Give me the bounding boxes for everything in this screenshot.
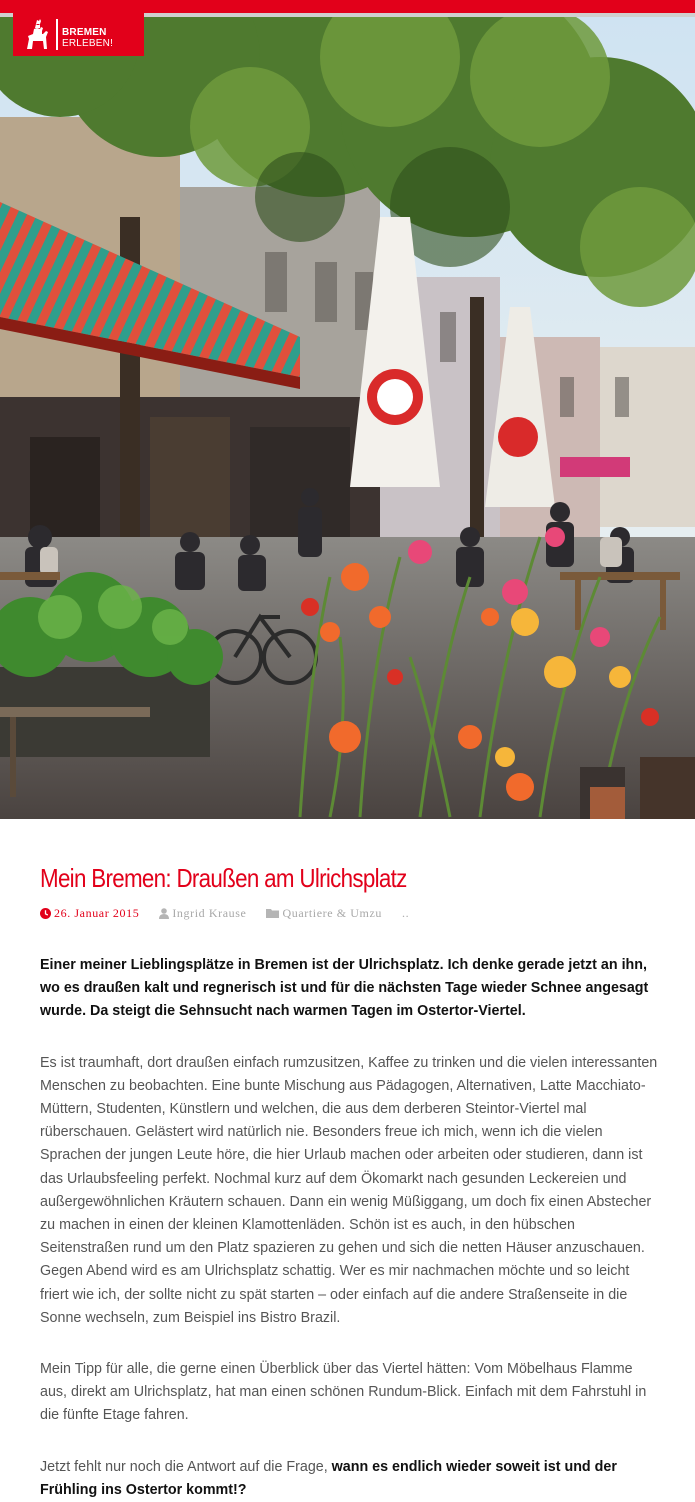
- clock-icon: [40, 908, 51, 919]
- brand-line-1: BREMEN: [62, 27, 107, 38]
- article-lead: Einer meiner Lieblingsplätze in Bremen ist der Ulrichsplatz. Ich denke gerade jetzt an ihn, wo es draußen kalt und regnerisch ist und für die nächsten Tage wieder Schnee angesagt wurde. Da steigt die Sehnsucht nach warmen Tagen im Ostertor-Viertel.: [40, 957, 649, 1020]
- article-paragraph-3: [40, 1456, 660, 1502]
- hero-photo-illustration: [0, 17, 695, 819]
- logo-divider: [56, 19, 58, 50]
- brand-wordmark: [62, 27, 113, 49]
- user-icon: [159, 908, 169, 919]
- town-musicians-icon: [24, 19, 52, 51]
- article: [40, 860, 660, 1502]
- meta-category-text: Quartiere & Umzu: [282, 905, 383, 920]
- article-paragraph-1: Es ist traumhaft, dort draußen einfach rumzusitzen, Kaffee zu trinken und die vielen interessanten Menschen zu beobachten. Eine bunte Mischung aus Pädagogen, Alternativen, Latte Macchiato-Müttern, Studenten, Künstlern und welchen, die aus dem derberen Steintor-Viertel mal rüberschauen. Gelästert wird natürlich nie. Besonders freue ich mich, wenn ich die vielen Sprachen der jungen Leute höre, die hier Urlaub machen oder arbeiten oder studieren, dann ist das Urlaubsfeeling perfekt. Nochmal kurz auf dem Ökomarkt nach gesunden Leckereien und außergewöhnlichen Kräutern schauen. Dann ein wenig Müßiggang, um doch fix einen Abstecher zu machen in einen der kleinen Klamottenläden. Schön ist es auch, in den hübschen Seitenstraßen rund um den Platz spazieren zu gehen und sich die netten Häuser anzuschauen. Gegen Abend wird es am Ulrichsplatz schattig. Wer es mir nachmachen möchte und so leicht friert wie ich, der sollte nicht zu spät starten – oder einfach auf die andere Straßenseite in die Sonne wechseln, zum Beispiel ins Bistro Brazil.: [40, 1054, 658, 1326]
- paragraph-3-text: Jetzt fehlt nur noch die Antwort auf die Frage,: [40, 1458, 332, 1475]
- meta-date-text: 26. Januar 2015: [54, 905, 140, 920]
- brand-line-2: ERLEBEN!: [62, 38, 114, 49]
- meta-category[interactable]: [266, 906, 382, 921]
- article-title[interactable]: Mein Bremen: Draußen am Ulrichsplatz: [40, 863, 407, 893]
- folder-icon: [266, 908, 279, 918]
- paragraph-3-emphasis: wann es endlich wieder soweit ist und der Frühling ins Ostertor kommt!?: [40, 1458, 617, 1498]
- brand-logo[interactable]: [13, 13, 144, 56]
- article-paragraph-2: Mein Tipp für alle, die gerne einen Überblick über das Viertel hätten: Vom Möbelhaus Flamme aus, direkt am Ulrichsplatz, hat man einen schönen Rundum-Blick. Einfach mit dem Fahrstuhl in die fünfte Etage fahren.: [40, 1361, 647, 1424]
- top-accent-bar: [0, 0, 695, 13]
- meta-more[interactable]: ..: [402, 905, 410, 920]
- article-meta: [40, 904, 660, 922]
- meta-author[interactable]: [159, 906, 246, 921]
- meta-author-text: Ingrid Krause: [172, 905, 247, 920]
- hero-photo: [0, 17, 695, 819]
- meta-date: [40, 906, 139, 921]
